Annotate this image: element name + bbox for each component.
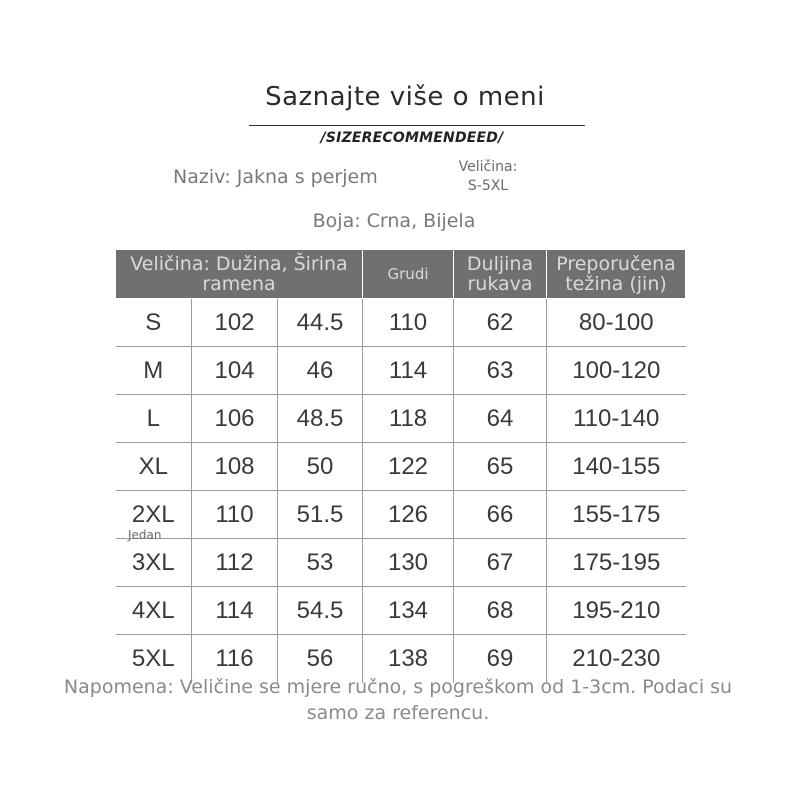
cell-sleeve-length-text: 62: [479, 309, 522, 337]
header-weight: Preporučena težina (jin): [547, 250, 686, 299]
product-colors: Boja: Crna, Bijela: [312, 210, 476, 232]
header-chest: Grudi: [363, 250, 454, 299]
table-row: [116, 443, 686, 491]
cell-sleeve-length-text: 66: [479, 501, 522, 529]
cell-chest-text: 130: [380, 549, 436, 577]
cell-length-text: 114: [207, 597, 261, 625]
cell-chest-text: 114: [381, 357, 435, 385]
header-size-length-shoulder: Veličina: Dužina, Širina ramena: [116, 250, 363, 299]
cell-recommended-weight: [547, 587, 686, 635]
cell-sleeve-length: [454, 299, 547, 347]
cell-shoulder-width: [278, 395, 363, 443]
cell-length: [192, 395, 278, 443]
cell-recommended-weight-text: 140-155: [564, 453, 668, 481]
cell-length-text: 108: [206, 453, 262, 481]
cell-shoulder-width: [278, 587, 363, 635]
cell-shoulder-width-text: 50: [299, 453, 342, 481]
table-row: [116, 347, 686, 395]
cell-length: [192, 299, 278, 347]
footnote-line-1: Napomena: Veličine se mjere ručno, s pogreškom od 1-3cm. Podaci su: [63, 676, 733, 698]
cell-size-text: 5XL: [124, 645, 183, 673]
cell-size-text: 2XL: [124, 501, 183, 529]
header-sleeve: Duljina rukava: [454, 250, 547, 299]
cell-sleeve-length-text: 65: [479, 453, 522, 481]
cell-size-text: S: [137, 309, 169, 337]
page-title: Saznajte više o meni: [265, 82, 545, 112]
cell-size-text: 3XL: [124, 549, 183, 577]
cell-sleeve-length: [454, 443, 547, 491]
title-underline: [249, 125, 585, 126]
cell-sleeve-length: [454, 347, 547, 395]
cell-sleeve-length: [454, 395, 547, 443]
cell-chest: [363, 347, 454, 395]
cell-recommended-weight: [547, 347, 686, 395]
cell-shoulder-width-text: 48.5: [289, 405, 352, 433]
size-range-value: S-5XL: [467, 178, 509, 194]
cell-sleeve-length: [454, 539, 547, 587]
cell-size-text: M: [135, 357, 171, 385]
cell-chest-text: 126: [380, 501, 436, 529]
cell-chest-text: 118: [381, 405, 435, 433]
cell-recommended-weight-text: 210-230: [564, 645, 668, 673]
cell-chest: [363, 587, 454, 635]
cell-size-text: 4XL: [124, 597, 183, 625]
cell-size: [116, 443, 192, 491]
cell-length-text: 116: [207, 645, 261, 673]
footnote: [0, 674, 796, 726]
page-subtitle: /SIZERECOMMENDEED/: [320, 130, 504, 146]
cell-recommended-weight-text: 100-120: [564, 357, 668, 385]
footnote-line-2: samo za referencu.: [306, 702, 490, 724]
table-header-row: [116, 250, 686, 299]
table-row: [116, 539, 686, 587]
cell-chest: [363, 539, 454, 587]
cell-length: [192, 587, 278, 635]
cell-chest: [363, 491, 454, 539]
table-row: [116, 491, 686, 539]
cell-sleeve-length-text: 63: [479, 357, 522, 385]
cell-size-text: L: [139, 405, 168, 433]
cell-sleeve-length-text: 69: [479, 645, 522, 673]
cell-length: [192, 347, 278, 395]
cell-size: [116, 587, 192, 635]
cell-shoulder-width-text: 51.5: [289, 501, 352, 529]
table-row: [116, 395, 686, 443]
cell-length: [192, 539, 278, 587]
cell-size: [116, 539, 192, 587]
cell-length: [192, 491, 278, 539]
cell-size: [116, 299, 192, 347]
overlay-word: Jedan: [128, 528, 162, 542]
table-row: [116, 587, 686, 635]
cell-shoulder-width: [278, 299, 363, 347]
cell-length-text: 106: [206, 405, 262, 433]
cell-recommended-weight-text: 110-140: [565, 405, 667, 433]
cell-sleeve-length-text: 64: [479, 405, 522, 433]
cell-size: [116, 347, 192, 395]
cell-recommended-weight-text: 195-210: [564, 597, 668, 625]
cell-length-text: 110: [207, 501, 261, 529]
cell-recommended-weight-text: 155-175: [564, 501, 668, 529]
cell-shoulder-width: [278, 443, 363, 491]
cell-length-text: 112: [207, 549, 261, 577]
cell-recommended-weight: [547, 395, 686, 443]
cell-shoulder-width-text: 53: [299, 549, 342, 577]
cell-length-text: 104: [206, 357, 262, 385]
cell-sleeve-length-text: 68: [479, 597, 522, 625]
cell-shoulder-width: [278, 491, 363, 539]
cell-sleeve-length: [454, 491, 547, 539]
cell-chest-text: 122: [380, 453, 436, 481]
cell-shoulder-width: [278, 539, 363, 587]
cell-shoulder-width-text: 46: [299, 357, 342, 385]
cell-length-text: 102: [206, 309, 262, 337]
cell-size: [116, 395, 192, 443]
cell-chest-text: 110: [381, 309, 435, 337]
cell-recommended-weight: [547, 491, 686, 539]
cell-shoulder-width: [278, 347, 363, 395]
cell-chest-text: 134: [380, 597, 436, 625]
cell-recommended-weight-text: 80-100: [571, 309, 662, 337]
cell-shoulder-width-text: 56: [299, 645, 342, 673]
cell-chest: [363, 443, 454, 491]
cell-sleeve-length: [454, 587, 547, 635]
cell-recommended-weight: [547, 299, 686, 347]
cell-length: [192, 443, 278, 491]
cell-chest: [363, 299, 454, 347]
cell-sleeve-length-text: 67: [479, 549, 522, 577]
table-row: [116, 299, 686, 347]
cell-recommended-weight: [547, 443, 686, 491]
cell-shoulder-width-text: 54.5: [289, 597, 352, 625]
size-chart-table: [115, 249, 686, 683]
product-name: Naziv: Jakna s perjem: [173, 166, 378, 188]
size-range-caption: Veličina:: [458, 159, 518, 175]
cell-recommended-weight-text: 175-195: [564, 549, 668, 577]
cell-recommended-weight: [547, 539, 686, 587]
size-range-label: [444, 158, 532, 196]
cell-chest-text: 138: [380, 645, 436, 673]
cell-chest: [363, 395, 454, 443]
cell-size-text: XL: [131, 453, 176, 481]
cell-shoulder-width-text: 44.5: [289, 309, 352, 337]
